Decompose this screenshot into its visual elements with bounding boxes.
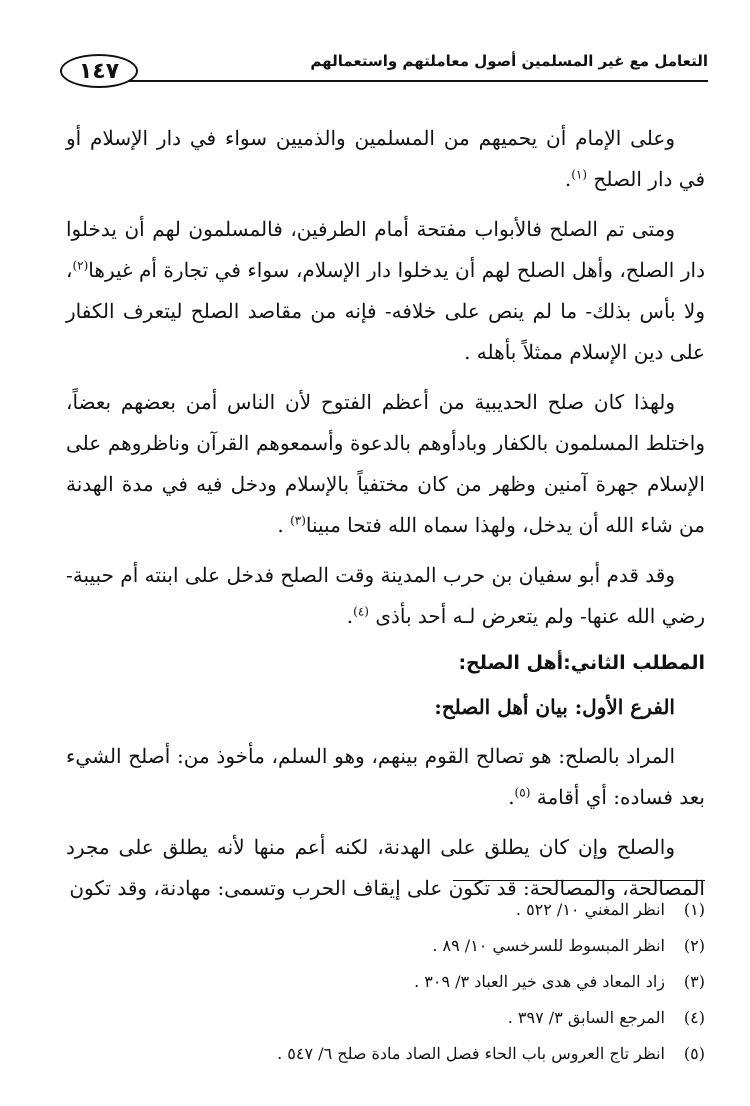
paragraph-end: . [277, 513, 291, 537]
footnote-number: (٤) [683, 1008, 705, 1027]
footnotes [80, 892, 705, 1072]
footnote-ref: (١) [571, 167, 588, 182]
paragraph-2 [66, 209, 705, 373]
paragraph-1 [66, 118, 705, 200]
footnote-item [80, 892, 705, 928]
paragraph-text: ولهذا كان صلح الحديبية من أعظم الفتوح لأن الناس أمن بعضهم بعضاً، واختلط المسلمون بالكفار وبادأوهم بالدعوة وأسمعوهم القرآن وناظروهم على الإسلام جهرة آمنين وظهر من كان مختفياً بالإسلام ودخل فيه في مدة الهدنة من شاء الله أن يدخل، ولهذا سماه الله فتحا مبينا [66, 390, 705, 537]
footnote-item [80, 1000, 705, 1036]
main-text [66, 118, 705, 918]
paragraph-5 [66, 736, 705, 818]
footnote-item [80, 964, 705, 1000]
footnote-number: (١) [683, 900, 705, 919]
footnote-item [80, 928, 705, 964]
paragraph-text: والصلح وإن كان يطلق على الهدنة، لكنه أعم منها لأنه يطلق على مجرد المصالحة، والمصالحة: قد تكون على إيقاف الحرب وتسمى: مهادنة، وقد تكون [66, 835, 705, 900]
header-rule [118, 80, 708, 82]
subsection-heading: الفرع الأول: بيان أهل الصلح: [434, 695, 675, 719]
footnote-ref: (٤) [353, 604, 369, 619]
running-header [60, 48, 708, 88]
footnote-number: (٣) [683, 972, 705, 991]
footnote-text: المرجع السابق ٣/ ٣٩٧ . [507, 1008, 665, 1027]
paragraph-4 [66, 555, 705, 637]
footnote-text: انظر تاج العروس باب الحاء فصل الصاد مادة صلح ٦/ ٥٤٧ . [277, 1044, 665, 1063]
paragraph-text: وعلى الإمام أن يحميهم من المسلمين والذميين سواء في دار الإسلام أو في دار الصلح [66, 126, 705, 191]
footnote-ref: (٥) [514, 785, 531, 800]
footnote-ref: (٢) [72, 258, 89, 273]
footnote-item [80, 1036, 705, 1072]
paragraph-3 [66, 382, 705, 546]
paragraph-text: المراد بالصلح: هو تصالح القوم بينهم، وهو السلم، مأخوذ من: أصلح الشيء بعد فساده: أي أقامة [66, 744, 705, 809]
footnote-ref: (٣) [290, 513, 306, 528]
footnote-text: زاد المعاد في هدى خير العباد ٣/ ٣٠٩ . [414, 972, 665, 991]
footnote-number: (٥) [683, 1044, 705, 1063]
footnote-separator [453, 880, 705, 881]
footnote-number: (٢) [683, 936, 705, 955]
page-number: ١٤٧ [60, 54, 138, 88]
footnote-text: انظر المبسوط للسرخسي ١٠/ ٨٩ . [432, 936, 665, 955]
footnote-text: انظر المغني ١٠/ ٥٢٢ . [515, 900, 665, 919]
section-heading: المطلب الثاني:أهل الصلح: [458, 652, 705, 674]
running-title: التعامل مع غير المسلمين أصول معاملتهم واستعمالهم [310, 52, 708, 70]
paragraph-text: ، ولا بأس بذلك- ما لم ينص على خلافه- فإنه من مقاصد الصلح ليتعرف الكفار على دين الإسلام ممثلاً بأهله . [66, 258, 705, 364]
paragraph-end: . [346, 604, 354, 628]
paragraph-end: . [508, 785, 515, 809]
paragraph-text: ومتى تم الصلح فالأبواب مفتحة أمام الطرفين، فالمسلمون لهم أن يدخلوا دار الصلح، وأهل الصلح لهم أن يدخلوا دار الإسلام، سواء في تجارة أم غيرها [66, 217, 705, 282]
paragraph-text: وقد قدم أبو سفيان بن حرب المدينة وقت الصلح فدخل على ابنته أم حبيبة- رضي الله عنها- ولم يتعرض لـه أحد بأذى [66, 563, 705, 628]
paragraph-end: . [564, 167, 572, 191]
